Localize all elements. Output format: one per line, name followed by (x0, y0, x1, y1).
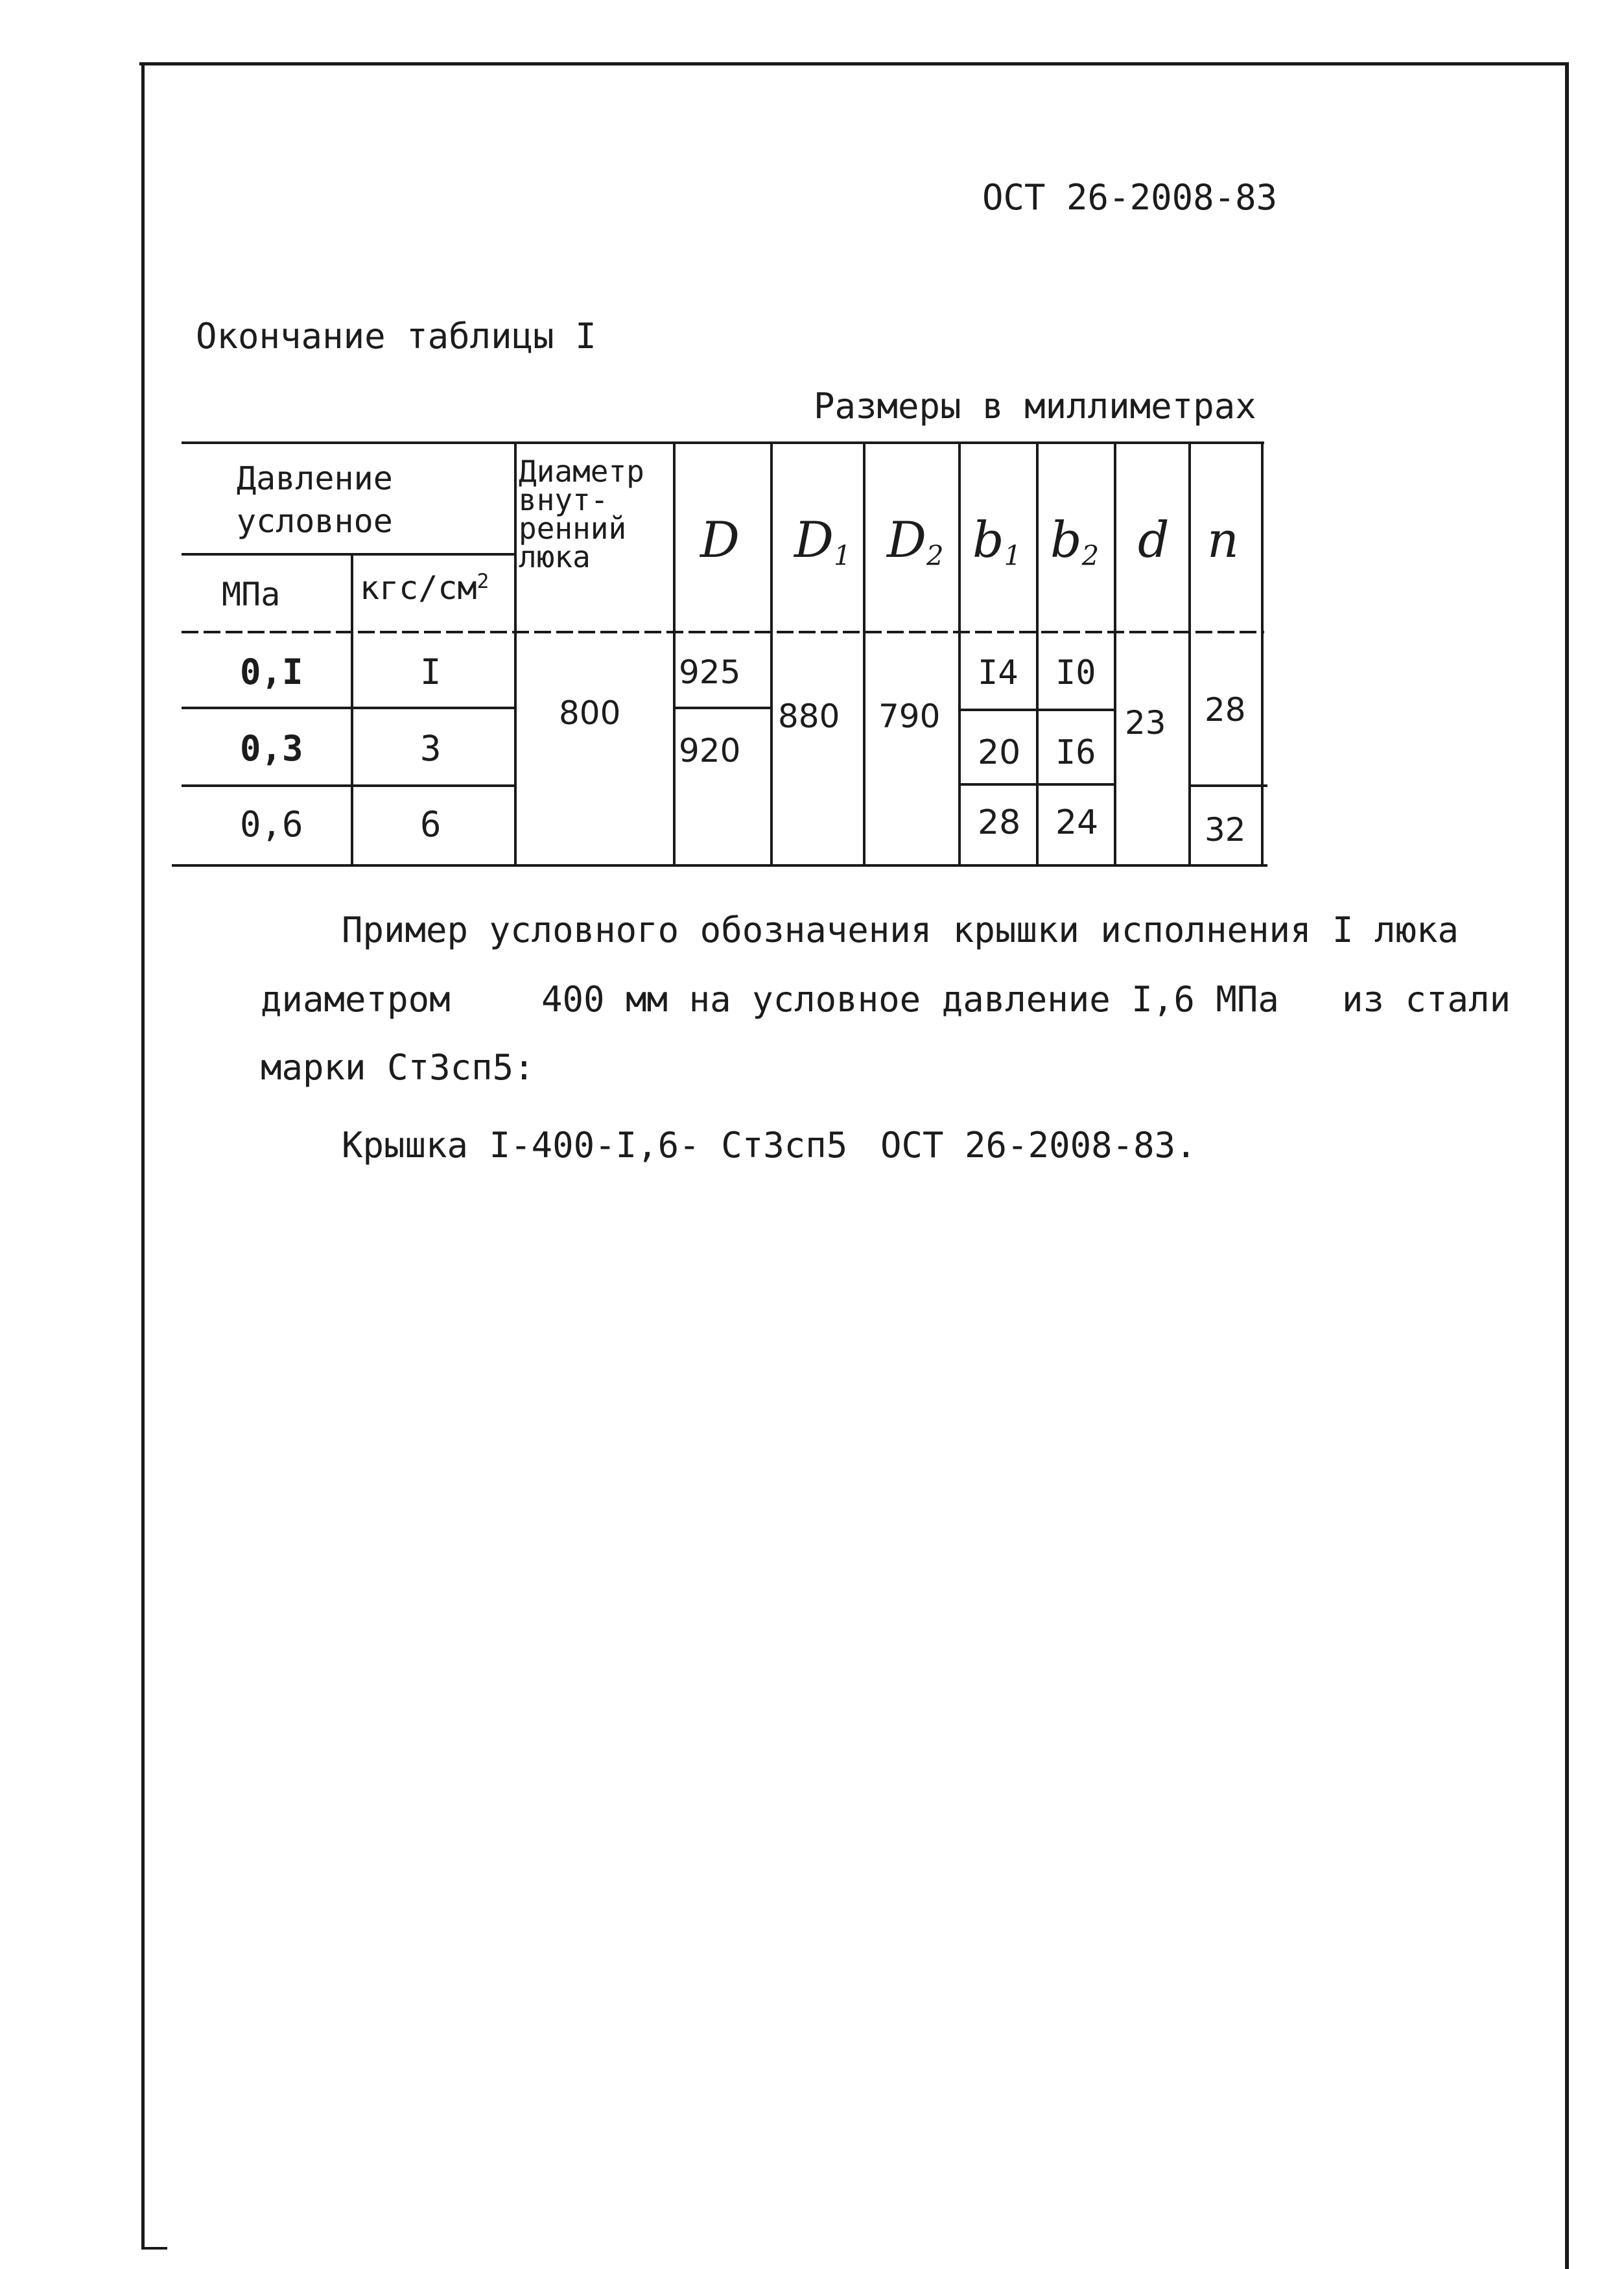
header-D2-subscript: 2 (926, 539, 944, 572)
header-kgf-exponent: 2 (477, 570, 489, 593)
header-D1-letter: D (794, 511, 834, 569)
header-b2-letter: b (1050, 511, 1082, 569)
designation-example: Крышка I-400-I,6- Ст3сп5 (342, 1125, 848, 1166)
cell-D-bottom: 920 (679, 732, 741, 770)
example-line1: Пример условного обозначения крышки исполнения I люка (342, 910, 1459, 950)
header-inner-diameter-line2: внут- (519, 482, 609, 517)
header-inner-diameter-line1: Диаметр (519, 454, 644, 489)
header-b1-letter: b (972, 511, 1004, 569)
header-pressure-group-label: Давление условное (237, 460, 393, 540)
header-pressure-group (237, 457, 444, 543)
row2-b2: I6 (1055, 733, 1096, 772)
example-line2-end: из стали (1342, 979, 1511, 1020)
example-line3: марки Ст3сп5: (261, 1047, 535, 1088)
cell-D1: 880 (778, 698, 840, 735)
header-D1-subscript: 1 (833, 539, 851, 572)
cell-D2: 790 (878, 698, 941, 735)
row3-mpa: 0,6 (240, 804, 303, 845)
header-D2 (887, 511, 944, 572)
row1-mpa: 0,I (240, 652, 303, 692)
row2-b1: 20 (978, 733, 1021, 772)
units-note: Размеры в миллиметрах (814, 386, 1256, 427)
header-b2-subscript: 2 (1081, 539, 1100, 572)
row2-mpa: 0,3 (240, 728, 303, 769)
header-b1 (972, 511, 1022, 572)
header-kgf (360, 569, 489, 607)
example-line2-middle: 400 мм на условное давление I,6 МПа (541, 979, 1279, 1020)
header-b2 (1050, 511, 1100, 572)
cell-n-bottom: 32 (1205, 811, 1246, 849)
header-inner-diameter-line3: ренний (519, 511, 627, 546)
example-line2-start: диаметром (261, 979, 451, 1020)
row2-kgf: 3 (420, 728, 441, 769)
cell-d: 23 (1125, 704, 1166, 742)
row1-b1: I4 (978, 653, 1018, 692)
header-kgf-base: кгс/см (360, 569, 477, 607)
row1-b2: I0 (1055, 653, 1096, 692)
header-mpa: МПа (222, 576, 281, 613)
header-b1-subscript: 1 (1004, 539, 1022, 572)
row3-b1: 28 (978, 803, 1021, 842)
table-caption: Окончание таблицы I (196, 316, 596, 357)
header-D1 (794, 511, 851, 572)
designation-standard: ОСТ 26-2008-83. (880, 1125, 1197, 1166)
header-inner-diameter-line4: люка (519, 539, 591, 574)
row3-b2: 24 (1055, 803, 1099, 842)
document-code: ОСТ 26-2008-83 (982, 177, 1278, 218)
header-d: d (1138, 511, 1170, 569)
cell-D-top: 925 (679, 653, 741, 691)
cell-inner-diameter: 800 (559, 694, 621, 732)
row1-kgf: I (420, 652, 441, 692)
row3-kgf: 6 (420, 804, 441, 845)
cell-n-top: 28 (1205, 691, 1246, 729)
header-inner-diameter (519, 454, 644, 574)
header-D: D (700, 511, 740, 569)
header-n: n (1207, 511, 1239, 569)
header-D2-letter: D (887, 511, 926, 569)
